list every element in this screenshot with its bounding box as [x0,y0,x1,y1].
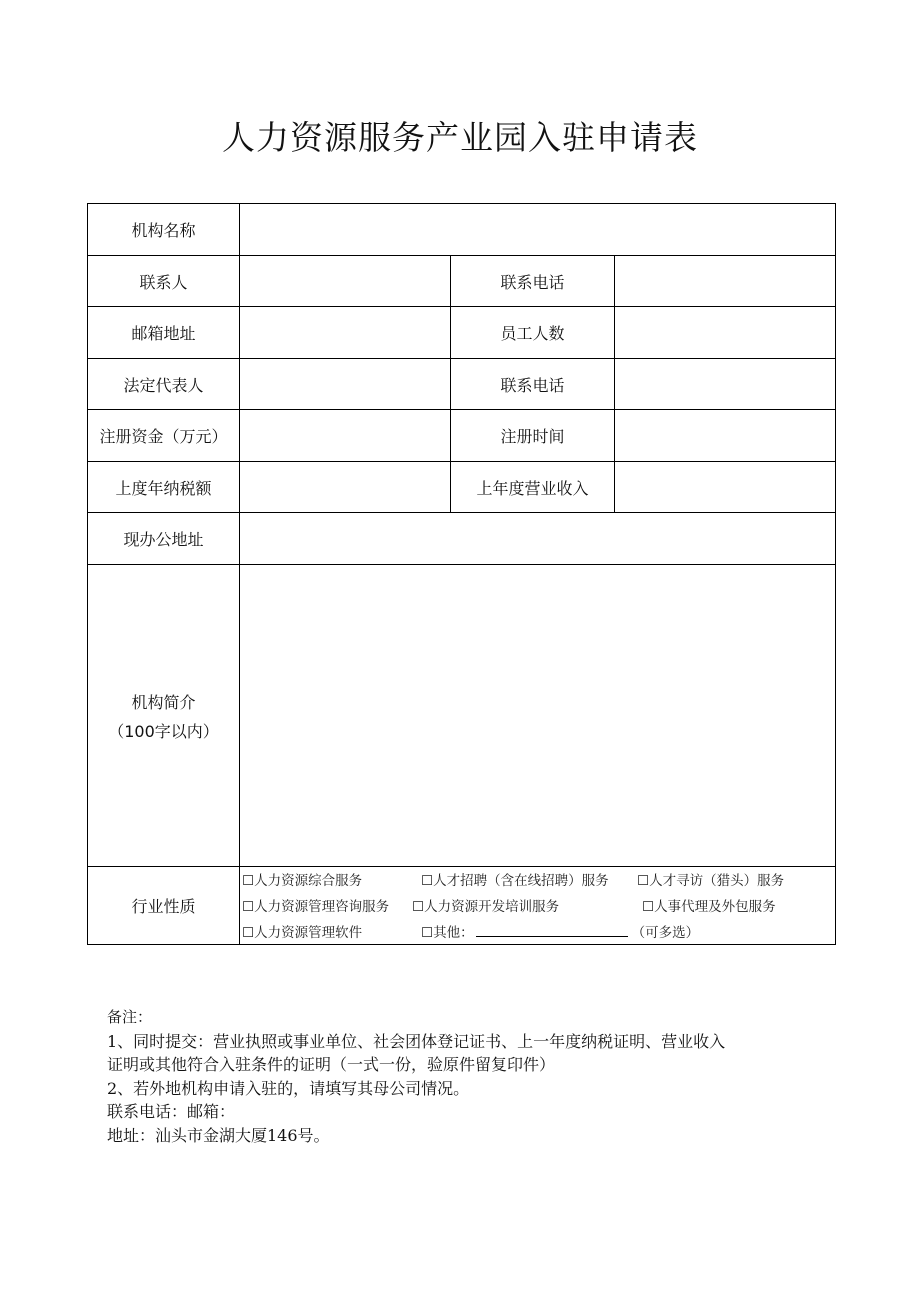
option-label: 人力资源开发培训服务 [424,899,560,915]
reg-time-field[interactable] [615,410,836,462]
contact-person-field[interactable] [240,256,451,307]
industry-option-software[interactable] [242,921,362,941]
notes-section [107,1006,837,1147]
option-label: 人事代理及外包服务 [654,899,776,915]
checkbox-icon[interactable]: ☐ [421,873,434,889]
industry-option-comprehensive[interactable] [242,869,362,889]
notes-heading: 备注： [107,1008,153,1026]
industry-option-consulting[interactable] [242,895,389,915]
intro-label: 机构简介 [131,692,196,712]
option-label: 其他： [433,925,474,941]
last-year-revenue-field[interactable] [615,462,836,513]
contact-phone-field[interactable] [615,256,836,307]
checkbox-icon[interactable]: ☐ [242,873,255,889]
other-input-line[interactable] [476,924,628,937]
legal-rep-phone-label: 联系电话 [451,359,615,410]
option-label: 人才寻访（猎头）服务 [649,873,785,889]
notes-line-2: 证明或其他符合入驻条件的证明（一式一份，验原件留复印件） [107,1055,556,1074]
staff-count-field[interactable] [615,307,836,359]
notes-address: 地址：汕头市金湖大厦146号。 [107,1125,330,1145]
reg-capital-field[interactable] [240,410,451,462]
legal-rep-label: 法定代表人 [88,359,240,410]
intro-label-cell [88,565,240,867]
email-field[interactable] [240,307,451,359]
checkbox-icon[interactable]: ☐ [421,925,434,941]
application-form-table [87,203,836,945]
checkbox-icon[interactable]: ☐ [637,873,650,889]
industry-option-training[interactable] [412,895,559,915]
page-title: 人力资源服务产业园入驻申请表 [222,118,698,157]
option-label: 人力资源管理咨询服务 [254,899,390,915]
intro-sub-label: （100字以内） [108,721,219,741]
last-year-tax-field[interactable] [240,462,451,513]
notes-line-3: 2、若外地机构申请入驻的，请填写其母公司情况。 [107,1078,470,1098]
contact-phone-label: 联系电话 [451,256,615,307]
legal-rep-phone-field[interactable] [615,359,836,410]
multi-select-note: （可多选） [631,925,700,941]
option-label: 人才招聘（含在线招聘）服务 [433,873,609,889]
notes-contact: 联系电话：邮箱： [107,1102,236,1121]
reg-time-label: 注册时间 [451,410,615,462]
email-label: 邮箱地址 [88,307,240,359]
last-year-tax-label: 上度年纳税额 [88,462,240,513]
staff-count-label: 员工人数 [451,307,615,359]
industry-option-recruitment[interactable] [421,869,609,889]
checkbox-icon[interactable]: ☐ [242,925,255,941]
last-year-revenue-label: 上年度营业收入 [451,462,615,513]
checkbox-icon[interactable]: ☐ [412,899,425,915]
industry-label: 行业性质 [88,867,240,945]
office-address-label: 现办公地址 [88,513,240,565]
industry-option-outsourcing[interactable] [642,895,776,915]
checkbox-icon[interactable]: ☐ [642,899,655,915]
org-name-label: 机构名称 [88,204,240,256]
intro-field[interactable] [240,565,836,867]
contact-person-label: 联系人 [88,256,240,307]
industry-options-cell [240,867,836,945]
reg-capital-label: 注册资金（万元） [88,410,240,462]
industry-option-other[interactable] [421,921,699,941]
office-address-field[interactable] [240,513,836,565]
legal-rep-field[interactable] [240,359,451,410]
checkbox-icon[interactable]: ☐ [242,899,255,915]
option-label: 人力资源管理软件 [254,925,363,941]
option-label: 人力资源综合服务 [254,873,363,889]
notes-line-1: 1、同时提交：营业执照或事业单位、社会团体登记证书、上一年度纳税证明、营业收入 [107,1031,726,1051]
org-name-field[interactable] [240,204,836,256]
industry-option-headhunting[interactable] [637,869,784,889]
